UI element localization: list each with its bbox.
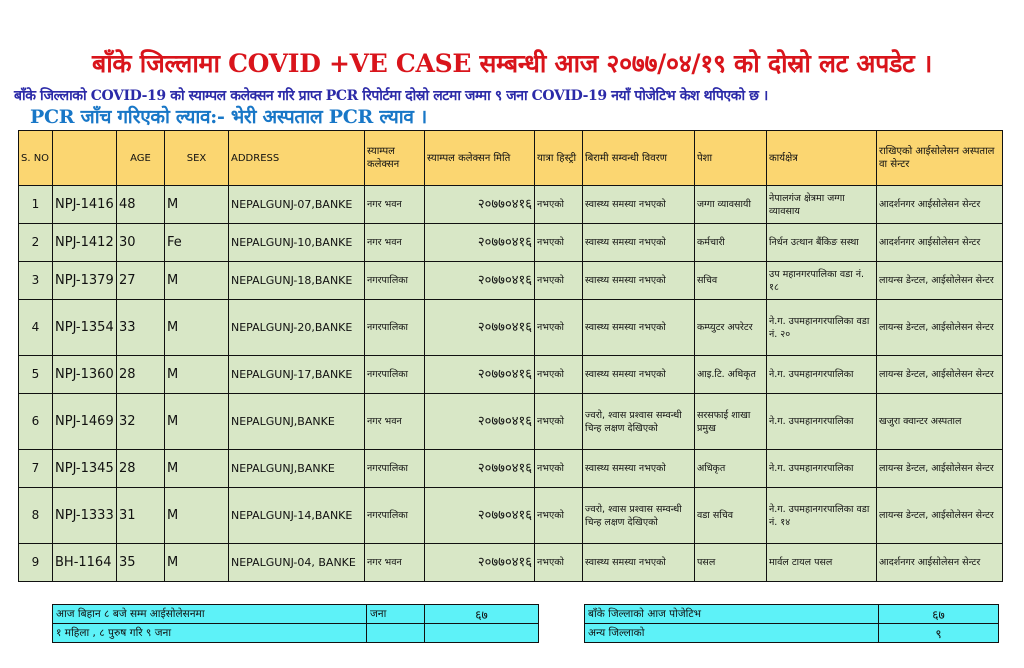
table-row [19,394,1003,450]
table-row [19,356,1003,394]
header-workplace: कार्यक्षेत्र [767,131,877,186]
collection-place-cell: नगर भवन [365,186,425,224]
case-id-cell: NPJ-1412 [53,224,117,262]
occupation-cell: सचिव [695,262,767,300]
header-date: स्याम्पल कलेक्सन मिति [425,131,535,186]
sno-cell: 8 [19,488,53,544]
collection-date-cell: २०७७०४१६ [425,262,535,300]
collection-date-cell: २०७७०४१६ [425,488,535,544]
table-header-row [19,131,1003,186]
isolation-center-cell: आदर्शनगर आईसोलेसन सेन्टर [877,186,1003,224]
occupation-cell: कम्प्युटर अपरेटर [695,300,767,356]
sex-cell: M [165,262,229,300]
workplace-cell: उप महानगरपालिका वडा नं. १८ [767,262,877,300]
occupation-cell: कर्मचारी [695,224,767,262]
sno-cell: 5 [19,356,53,394]
travel-history-cell: नभएको [535,262,583,300]
address-cell: NEPALGUNJ-07,BANKE [229,186,365,224]
sno-cell: 1 [19,186,53,224]
table-row [19,186,1003,224]
footer-banke-positive-count: ६७ [879,605,999,624]
case-id-cell: NPJ-1416 [53,186,117,224]
address-cell: NEPALGUNJ-18,BANKE [229,262,365,300]
address-cell: NEPALGUNJ-10,BANKE [229,224,365,262]
address-cell: NEPALGUNJ-20,BANKE [229,300,365,356]
sno-cell: 3 [19,262,53,300]
isolation-center-cell: खजुरा क्वान्टर अस्पताल [877,394,1003,450]
symptoms-cell: स्वास्थ्य समस्या नभएको [583,262,695,300]
isolation-center-cell: आदर्शनगर आईसोलेसन सेन्टर [877,544,1003,582]
workplace-cell: ने.ग. उपमहानगरपालिका वडा नं. १४ [767,488,877,544]
header-isolation: राखिएको आईसोलेसन अस्पताल वा सेन्टर [877,131,1003,186]
sex-cell: M [165,394,229,450]
collection-place-cell: नगरपालिका [365,356,425,394]
case-id-cell: NPJ-1379 [53,262,117,300]
collection-place-cell: नगर भवन [365,394,425,450]
sex-cell: M [165,488,229,544]
travel-history-cell: नभएको [535,186,583,224]
sno-cell: 9 [19,544,53,582]
cases-table [18,130,1003,582]
page-title: बाँके जिल्लामा COVID +VE CASE सम्बन्धी आज २०७७/०४/१९ को दोस्रो लट अपडेट । [91,49,933,78]
sno-cell: 7 [19,450,53,488]
footer-other-district-count: ९ [879,624,999,643]
isolation-center-cell: लायन्स डेन्टल, आईसोलेसन सेन्टर [877,450,1003,488]
travel-history-cell: नभएको [535,394,583,450]
workplace-cell: ने.ग. उपमहानगरपालिका [767,394,877,450]
workplace-cell: ने.ग. उपमहानगरपालिका [767,450,877,488]
symptoms-cell: ज्वरो, श्वास प्रश्वास सम्वन्धी चिन्ह लक्षण देखिएको [583,488,695,544]
age-cell: 27 [117,262,165,300]
collection-place-cell: नगरपालिका [365,450,425,488]
sex-cell: M [165,544,229,582]
collection-date-cell: २०७७०४१६ [425,394,535,450]
address-cell: NEPALGUNJ,BANKE [229,394,365,450]
address-cell: NEPALGUNJ-04, BANKE [229,544,365,582]
symptoms-cell: स्वास्थ्य समस्या नभएको [583,356,695,394]
occupation-cell: वडा सचिव [695,488,767,544]
collection-date-cell: २०७७०४१६ [425,450,535,488]
footer-left-table [52,604,539,643]
lab-note: PCR जाँच गरिएको ल्याव:- भेरी अस्पताल PCR ल्याव । [30,106,427,128]
age-cell: 33 [117,300,165,356]
sex-cell: Fe [165,224,229,262]
collection-place-cell: नगर भवन [365,544,425,582]
footer-banke-positive-label: बाँके जिल्लाको आज पोजेटिभ [585,605,879,624]
isolation-center-cell: लायन्स डेन्टल, आईसोलेसन सेन्टर [877,262,1003,300]
isolation-center-cell: आदर्शनगर आईसोलेसन सेन्टर [877,224,1003,262]
sex-cell: M [165,300,229,356]
sno-cell: 6 [19,394,53,450]
collection-place-cell: नगर भवन [365,224,425,262]
header-address: ADDRESS [229,131,365,186]
workplace-cell: नेपालगंज क्षेत्रमा जग्गा व्यावसाय [767,186,877,224]
age-cell: 48 [117,186,165,224]
age-cell: 28 [117,450,165,488]
case-id-cell: NPJ-1360 [53,356,117,394]
header-symptoms: बिरामी सम्वन्धी विवरण [583,131,695,186]
travel-history-cell: नभएको [535,488,583,544]
age-cell: 35 [117,544,165,582]
occupation-cell: सरसफाई शाखा प्रमुख [695,394,767,450]
header-age: AGE [117,131,165,186]
sex-cell: M [165,356,229,394]
table-row [19,300,1003,356]
age-cell: 28 [117,356,165,394]
collection-date-cell: २०७७०४१६ [425,224,535,262]
age-cell: 31 [117,488,165,544]
table-row [19,450,1003,488]
occupation-cell: आइ.टि. अधिकृत [695,356,767,394]
address-cell: NEPALGUNJ,BANKE [229,450,365,488]
travel-history-cell: नभएको [535,356,583,394]
table-row [19,224,1003,262]
footer-other-district-label: अन्य जिल्लाको [585,624,879,643]
address-cell: NEPALGUNJ-14,BANKE [229,488,365,544]
collection-place-cell: नगरपालिका [365,262,425,300]
workplace-cell: निर्धन उत्थान बैंकिङ सस्था [767,224,877,262]
sex-cell: M [165,186,229,224]
occupation-cell: अधिकृत [695,450,767,488]
footer-right-table [584,604,999,643]
table-row [19,544,1003,582]
case-id-cell: BH-1164 [53,544,117,582]
footer-isolation-label: आज बिहान ८ बजे सम्म आईसोलेसनमा [53,605,367,624]
case-id-cell: NPJ-1469 [53,394,117,450]
header-sex: SEX [165,131,229,186]
collection-date-cell: २०७७०४१६ [425,544,535,582]
address-cell: NEPALGUNJ-17,BANKE [229,356,365,394]
symptoms-cell: स्वास्थ्य समस्या नभएको [583,300,695,356]
symptoms-cell: स्वास्थ्य समस्या नभएको [583,544,695,582]
travel-history-cell: नभएको [535,300,583,356]
footer-gender-breakdown: १ महिला , ८ पुरुष गरि ९ जना [53,624,367,643]
header-id [53,131,117,186]
workplace-cell: मार्वल टायल पसल [767,544,877,582]
header-collection: स्याम्पल कलेक्सन [365,131,425,186]
header-travel: यात्रा हिस्ट्री [535,131,583,186]
sno-cell: 2 [19,224,53,262]
footer-isolation-unit: जना [367,605,425,624]
summary-text: बाँके जिल्लाको COVID-19 को स्याम्पल कलेक्सन गरि प्राप्त PCR रिपोर्टमा दोस्रो लटमा जम्मा ९ जना COVID-19 नयाँ पोजेटिभ केश थपिएको छ । [14,88,768,104]
collection-date-cell: २०७७०४१६ [425,186,535,224]
occupation-cell: जग्गा व्यावसायी [695,186,767,224]
sno-cell: 4 [19,300,53,356]
symptoms-cell: ज्वरो, श्वास प्रश्वास सम्वन्धी चिन्ह लक्षण देखिएको [583,394,695,450]
collection-place-cell: नगरपालिका [365,300,425,356]
isolation-center-cell: लायन्स डेन्टल, आईसोलेसन सेन्टर [877,356,1003,394]
symptoms-cell: स्वास्थ्य समस्या नभएको [583,450,695,488]
isolation-center-cell: लायन्स डेन्टल, आईसोलेसन सेन्टर [877,300,1003,356]
table-row [19,488,1003,544]
sex-cell: M [165,450,229,488]
header-occupation: पेशा [695,131,767,186]
table-row [19,262,1003,300]
workplace-cell: ने.ग. उपमहानगरपालिका वडा नं. २० [767,300,877,356]
workplace-cell: ने.ग. उपमहानगरपालिका [767,356,877,394]
case-id-cell: NPJ-1333 [53,488,117,544]
age-cell: 32 [117,394,165,450]
case-id-cell: NPJ-1354 [53,300,117,356]
collection-date-cell: २०७७०४१६ [425,356,535,394]
footer-isolation-count: ६७ [425,605,539,624]
collection-place-cell: नगरपालिका [365,488,425,544]
collection-date-cell: २०७७०४१६ [425,300,535,356]
case-id-cell: NPJ-1345 [53,450,117,488]
travel-history-cell: नभएको [535,450,583,488]
symptoms-cell: स्वास्थ्य समस्या नभएको [583,224,695,262]
occupation-cell: पसल [695,544,767,582]
isolation-center-cell: लायन्स डेन्टल, आईसोलेसन सेन्टर [877,488,1003,544]
age-cell: 30 [117,224,165,262]
travel-history-cell: नभएको [535,224,583,262]
symptoms-cell: स्वास्थ्य समस्या नभएको [583,186,695,224]
header-sno: S. NO [19,131,53,186]
travel-history-cell: नभएको [535,544,583,582]
